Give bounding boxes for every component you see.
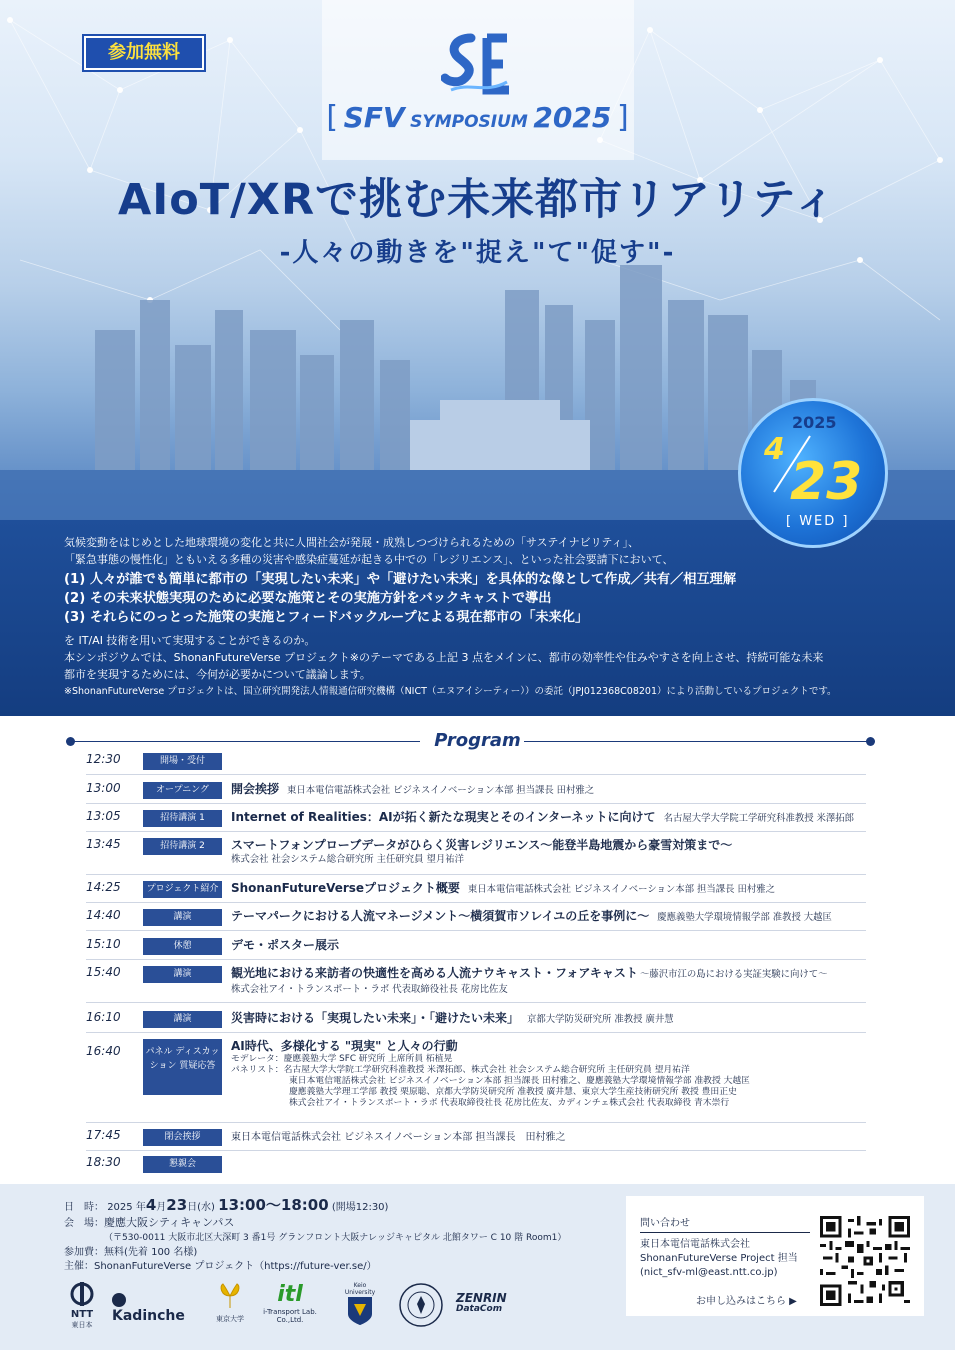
symposium-year: 2025 [533, 101, 612, 134]
row-tag: オープニング [143, 782, 222, 799]
contact-org: 東日本電信電話株式会社 [640, 1239, 750, 1250]
row-title: 観光地における来訪者の快適性を高める人流ナウキャスト・フォアキャスト [231, 966, 638, 980]
row-tag: 招待講演 2 [143, 838, 222, 855]
bracket-right: ] [616, 100, 629, 135]
zenrin-text: ZENRIN [456, 1291, 507, 1305]
date-label: 日 時： [64, 1202, 104, 1213]
row-content [231, 837, 866, 867]
row-speaker: 東日本電信電話株式会社 ビジネスイノベーション本部 担当課長 田村雅之 [467, 884, 775, 895]
row-title: AI時代、多様化する "現実" と人々の行動 [231, 1039, 458, 1053]
row-time: 18:30 [86, 1155, 121, 1169]
row-time: 13:05 [86, 809, 121, 823]
program-title: Program [434, 730, 521, 751]
todai-logo [212, 1282, 248, 1338]
sfv-logo-icon [441, 32, 513, 98]
row-time: 13:00 [86, 781, 121, 795]
row-time: 16:40 [86, 1044, 121, 1058]
row-tag: 講演 [143, 909, 222, 926]
row-divider [86, 1150, 866, 1151]
row-time: 16:10 [86, 1010, 121, 1024]
row-title: スマートフォンプローブデータがひらく災害レジリエンス～能登半島地震から豪雪対策まで～ [231, 838, 733, 852]
symposium-name [0, 100, 955, 135]
row-speaker: 名古屋大学大学院工学研究科准教授 米澤拓郎 [663, 813, 855, 824]
keio-crest-icon [347, 1296, 373, 1326]
row-divider [86, 874, 866, 875]
ntt-text: NTT [70, 1309, 94, 1320]
ntt-mark-icon [67, 1282, 97, 1306]
bracket-left: [ [326, 100, 339, 135]
apply-link[interactable]: お申し込みはこちら ▶ [696, 1296, 797, 1307]
intro-line-1: 気候変動をはじめとした地球環境の変化と共に人間社会が発展・成熟しつづけられるための「サステイナビリティ」、 [64, 536, 639, 549]
kyoto-logo [394, 1282, 448, 1338]
date-month-text: 4 [145, 1196, 157, 1214]
row-content [231, 908, 866, 926]
row-content [231, 1128, 866, 1146]
row-time: 13:45 [86, 837, 121, 851]
intro-point-3: (3) それらにのっとった施策の実施とフィードバックループによる現在都市の「未来化」 [64, 610, 589, 625]
date-mid-text: 月 [156, 1202, 167, 1213]
keio-logo [340, 1282, 380, 1338]
row-divider [86, 831, 866, 832]
row-content [231, 1010, 866, 1028]
row-sub: 株式会社 社会システム総合研究所 主任研究員 望月祐洋 [231, 854, 465, 865]
row-speaker: ～藤沢市江の島における実証実験に向けて～ [639, 969, 828, 980]
row-speaker: 慶應義塾大学環境情報学部 准教授 大越匡 [657, 912, 832, 923]
panel-panelists-4: 株式会社アイ・トランスポート・ラボ 代表取締役社長 花房比佐友、カディンチェ株式会社 代表取締役 青木崇行 [289, 1098, 730, 1108]
intro-line-5: 都市を実現するためには、今何が必要かについて議論します。 [64, 668, 371, 681]
date-day: 23 [790, 452, 863, 512]
panel-panelists-2: 東日本電信電話株式会社 ビジネスイノベーション本部 担当課長 田村雅之、慶應義塾大学環境情報学部 准教授 大越匡 [289, 1076, 750, 1086]
row-content [231, 965, 866, 997]
row-tag: 講演 [143, 966, 222, 983]
row-title: デモ・ポスター展示 [231, 938, 340, 952]
contact-rule [640, 1232, 810, 1233]
row-title: ShonanFutureVerseプロジェクト概要 [231, 881, 460, 895]
row-tag: 休憩 [143, 938, 222, 955]
intro-note: ※ShonanFutureVerse プロジェクトは、国立研究開発法人情報通信研究機構（NICT（エヌアイシーティー））の委託（JPJ012368C08201）により活動しているプロジェクトです。 [64, 686, 837, 697]
row-divider [86, 803, 866, 804]
row-speaker: 東日本電信電話株式会社 ビジネスイノベーション本部 担当課長 田村雅之 [287, 785, 595, 796]
kadinche-logo [112, 1292, 202, 1348]
main-title: AIoT/XRで挑む未来都市リアリティ [117, 175, 838, 225]
panel-panelists-3: 慶應義塾大学理工学部 教授 栗原聡、京都大学防災研究所 准教授 廣井慧、東京大学生産技術研究所 教授 豊田正史 [289, 1087, 737, 1097]
row-tag: 開場・受付 [143, 753, 222, 770]
intro-band [0, 520, 955, 716]
row-speaker: 東日本電信電話株式会社 ビジネスイノベーション本部 担当課長 田村雅之 [231, 1132, 566, 1143]
row-divider [86, 1122, 866, 1123]
row-content [231, 781, 866, 799]
row-divider [86, 1002, 866, 1003]
intro-point-2: (2) その未来状態実現のために必要な施策とその実施方針をバックキャストで導出 [64, 591, 552, 606]
contact-email[interactable]: (nict_sfv-ml@east.ntt.co.jp) [640, 1267, 778, 1278]
row-divider [86, 1032, 866, 1033]
row-tag: 招待講演 1 [143, 810, 222, 827]
itl-text: itl [277, 1282, 303, 1307]
kadinche-mark-icon [112, 1293, 126, 1307]
symposium-label: SYMPOSIUM [410, 112, 528, 132]
date-month: 4 [764, 432, 785, 467]
contact-project: ShonanFutureVerse Project 担当 [640, 1253, 798, 1264]
row-time: 15:10 [86, 937, 121, 951]
row-title: 災害時における「実現したい未来」・「避けたい未来」 [231, 1011, 520, 1025]
event-fee: 参加費：無料(先着 100 名様) [64, 1247, 198, 1258]
row-title: Internet of Realities：AIが拓く新たな現実とそのインターネットに向けて [231, 810, 656, 824]
date-day-text: 23 [166, 1196, 188, 1214]
zenrin-sub: DataCom [456, 1304, 503, 1314]
row-divider [86, 774, 866, 775]
sfv-label: SFV [343, 101, 405, 134]
ginkgo-icon [217, 1282, 243, 1310]
date-weekday-text: 日(水) [187, 1202, 215, 1213]
date-open-text: (開場12:30) [331, 1202, 389, 1213]
event-date [64, 1198, 388, 1215]
row-content [231, 937, 866, 953]
sponsor-logos [64, 1282, 624, 1338]
itl-sub: i-Transport Lab. Co.,Ltd. [263, 1308, 317, 1324]
kadinche-text: Kadinche [112, 1308, 185, 1324]
row-content [231, 880, 866, 898]
date-weekday: [ WED ] [786, 514, 850, 529]
row-time: 12:30 [86, 752, 121, 766]
intro-line-3: を IT/AI 技術を用いて実現することができるのか。 [64, 634, 316, 647]
row-title: テーマパークにおける人流マネージメント～横須賀市ソレイユの丘を事例に～ [231, 909, 650, 923]
date-year: 2025 [792, 413, 837, 432]
row-time: 15:40 [86, 965, 121, 979]
row-tag: 懇親会 [143, 1156, 222, 1173]
panel-panelists-1: パネリスト：名古屋大学大学院工学研究科准教授 米澤拓郎、株式会社 社会システム総合研究所 主任研究員 望月祐洋 [231, 1065, 690, 1075]
contact-body [640, 1238, 798, 1280]
todai-text: 東京大学 [216, 1315, 244, 1323]
date-time-text: 13:00～18:00 [218, 1196, 329, 1214]
zenrin-logo [456, 1292, 520, 1348]
row-title: 開会挨拶 [231, 782, 280, 796]
row-content [231, 809, 866, 827]
event-address: （〒530-0011 大阪市北区大深町 3 番1号 グランフロント大阪ナレッジキャピタル 北館タワー C 10 階 Room1） [104, 1233, 567, 1243]
event-venue [64, 1216, 234, 1231]
keio-text: Keio University [344, 1282, 376, 1296]
ntt-logo [64, 1282, 100, 1338]
venue-name: 慶應大阪シティキャンパス [104, 1216, 235, 1229]
panel-moderator: モデレータ：慶應義塾大学 SFC 研究所 上席所員 柘植晃 [231, 1054, 453, 1064]
itl-logo [260, 1282, 320, 1338]
date-year-text: 2025 年 [107, 1202, 146, 1213]
qr-code-icon[interactable] [820, 1216, 910, 1306]
intro-line-2: 「緊急事態の慢性化」ともいえる多種の災害や感染症蔓延が起きる中での「レジリエンス」、といった社会要請下において、 [64, 553, 674, 566]
row-content [231, 1038, 866, 1109]
row-divider [86, 902, 866, 903]
row-time: 17:45 [86, 1128, 121, 1142]
event-organizer: 主催：ShonanFutureVerse プロジェクト（https://future-ver.se/） [64, 1261, 377, 1272]
row-speaker: 京都大学防災研究所 准教授 廣井慧 [527, 1014, 674, 1025]
row-tag: 閉会挨拶 [143, 1129, 222, 1146]
contact-title: 問い合わせ [640, 1218, 690, 1229]
venue-label: 会 場： [64, 1218, 104, 1229]
row-tag: パネル ディスカッション 質疑応答 [143, 1039, 222, 1095]
row-time: 14:40 [86, 908, 121, 922]
row-tag: 講演 [143, 1011, 222, 1028]
row-time: 14:25 [86, 880, 121, 894]
row-divider [86, 959, 866, 960]
sub-title: -人々の動きを"捉え"て"促す"- [279, 238, 676, 268]
intro-point-1: (1) 人々が誰でも簡単に都市の「実現したい未来」や「避けたい未来」を具体的な像として作成／共有／相互理解 [64, 572, 737, 587]
contact-box [626, 1196, 924, 1316]
row-sub: 株式会社アイ・トランスポート・ラボ 代表取締役社長 花房比佐友 [231, 984, 508, 995]
kyoto-seal-icon [398, 1282, 444, 1328]
ntt-sub: 東日本 [71, 1321, 93, 1329]
panel-members [231, 1054, 866, 1109]
intro-line-4: 本シンポジウムでは、ShonanFutureVerse プロジェクト※のテーマである上記 3 点をメインに、都市の効率性や住みやすさを向上させ、持続可能な未来 [64, 651, 824, 664]
row-divider [86, 930, 866, 931]
row-tag: プロジェクト紹介 [143, 881, 222, 898]
free-admission-badge: 参加無料 [84, 36, 204, 70]
